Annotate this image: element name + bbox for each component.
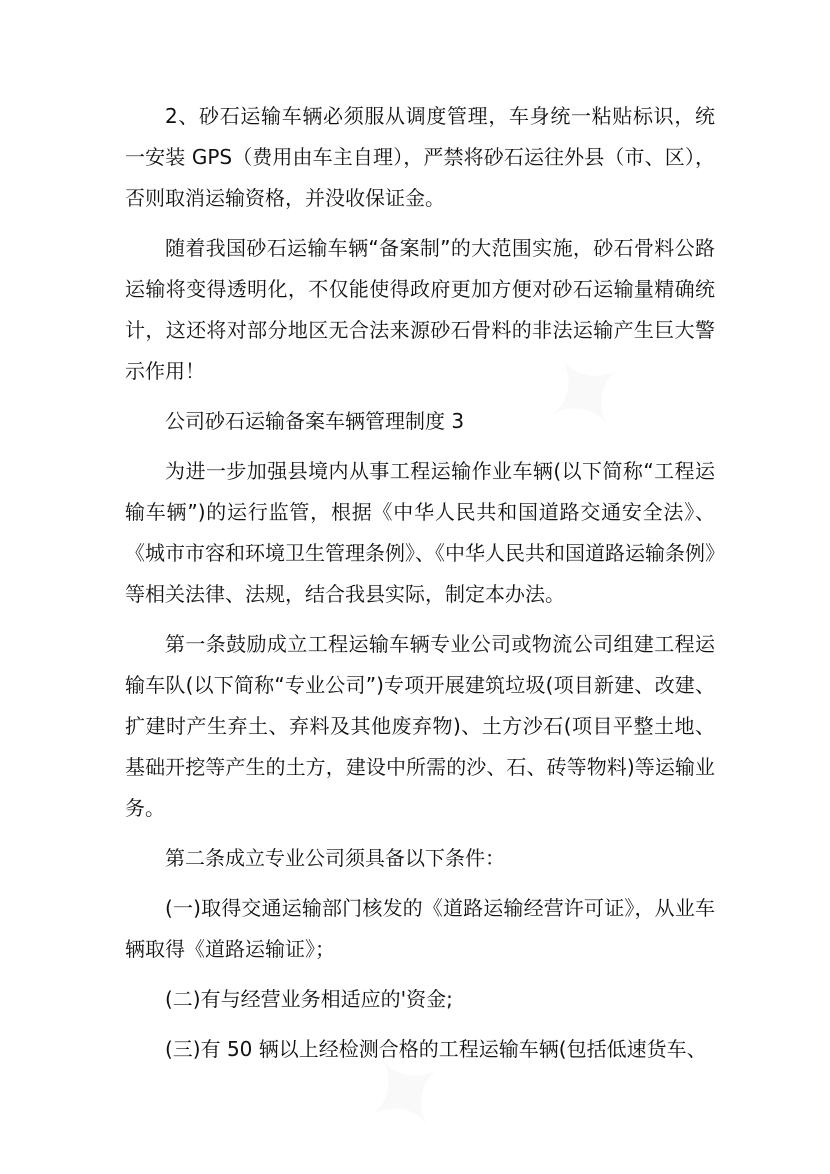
section-title: 公司砂石运输备案车辆管理制度 3 xyxy=(165,409,465,433)
paragraph-registration-system: 随着我国砂石运输车辆“备案制”的大范围实施，砂石骨料公路运输将变得透明化，不仅能使得政府更加方便对砂石运输量精确统计，这还将对部分地区无合法来源砂石骨料的非法运输产生巨大警示作用！ xyxy=(125,236,715,383)
paragraph-condition-3: (三)有 50 辆以上经检测合格的工程运输车辆(包括低速货车、 xyxy=(165,1037,707,1061)
paragraph-article-2: 第二条成立专业公司须具备以下条件： xyxy=(165,846,505,870)
paragraph-purpose: 为进一步加强县境内从事工程运输作业车辆(以下简称“工程运输车辆”)的运行监管，根据《中华人民共和国道路交通安全法》、《城市市容和环境卫生管理条例》、《中华人民共和国道路运输条例》等相关法律、法规，结合我县实际，制定本办法。 xyxy=(125,459,715,606)
paragraph-condition-2: (二)有与经营业务相适应的'资金; xyxy=(165,987,453,1011)
watermark: ✦ xyxy=(331,1015,481,1173)
watermark: ✦ xyxy=(511,315,661,473)
paragraph-article-1: 第一条鼓励成立工程运输车辆专业公司或物流公司组建工程运输车队(以下简称“专业公司”)专项开展建筑垃圾(项目新建、改建、扩建时产生弃土、弃料及其他废弃物)、土方沙石(项目平整土地、基础开挖等产生的土方，建设中所需的沙、石、砖等物料)等运输业务。 xyxy=(125,632,715,820)
paragraph-gps-requirement: 2、砂石运输车辆必须服从调度管理，车身统一粘贴标识，统一安装 GPS（费用由车主自理），严禁将砂石运往外县（市、区），否则取消运输资格，并没收保证金。 xyxy=(125,104,715,210)
paragraph-condition-1: (一)取得交通运输部门核发的《道路运输经营许可证》，从业车辆取得《道路运输证》； xyxy=(125,896,715,961)
document-body xyxy=(125,96,715,1079)
